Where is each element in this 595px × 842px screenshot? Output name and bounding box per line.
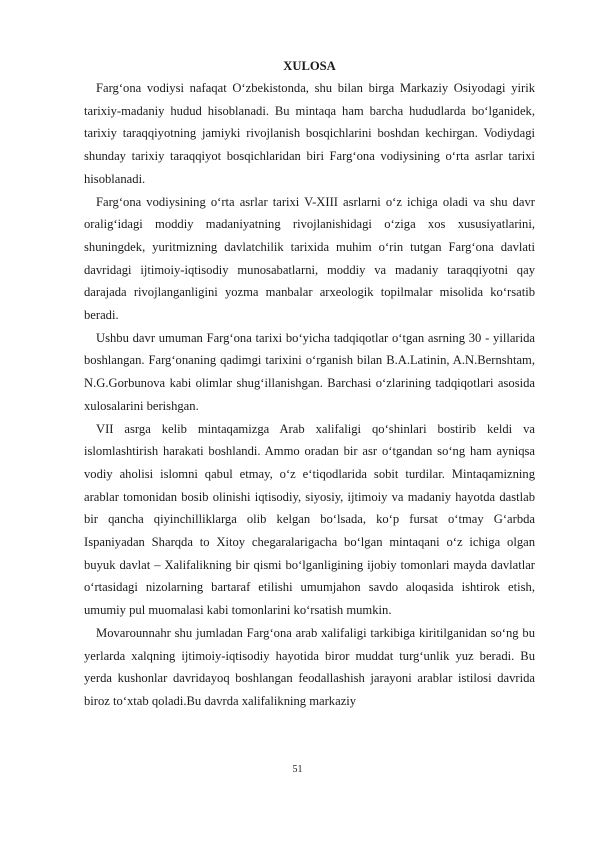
page-number: 51 <box>292 764 303 775</box>
page-content <box>84 55 535 713</box>
paragraph-5: Movarounnahr shu jumladan Farg‘ona arab xalifaligi tarkibiga kiritilganidan so‘ng bu yerlarda xalqning ijtimoiy-iqtisodiy hayotida biror muddat turg‘unlik yuz beradi. Bu yerda kushonlar davridayoq boshlangan feodallashish jarayoni arablar istilosi davrida biroz to‘xtab qoladi.Bu davrda xalifalikning markaziy <box>84 625 535 708</box>
page-title: XULOSA <box>283 59 336 73</box>
paragraph-2: Farg‘ona vodiysining o‘rta asrlar tarixi V-XIII asrlarni o‘z ichiga oladi va shu davr oralig‘idagi moddiy madaniyatning rivojlanishidagi o‘ziga xos xususiyatlarini, shuningdek, yuritmizning davlatchilik tarixida muhim o‘rin tutgan Farg‘ona davlati davridagi ijtimoiy-iqtisodiy munosabatlarni, moddiy va madaniy taraqqiyotni qay darajada rivojlanganligini yozma manbalar arxeologik topilmalar misolida ko‘rsatib beradi. <box>84 194 535 323</box>
paragraph-4: VII asrga kelib mintaqamizga Arab xalifaligi qo‘shinlari bostirib keldi va islomlashtirish harakati boshlandi. Ammo oradan bir asr o‘tgandan so‘ng ham ayniqsa vodiy aholisi islomni qabul etmay, o‘z e‘tiqodlarida sobit turdilar. Mintaqamizning arablar tomonidan bosib olinishi iqtisodiy, siyosiy, ijtimoiy va madaniy hayotda dastlab bir qancha qiyinchilliklarga olib kelgan bo‘lsada, ko‘p fursat o‘tmay G‘arbda Ispaniyadan Sharqda to Xitoy chegaralarigacha bo‘lgan mintaqani o‘z ichiga olgan buyuk davlat – Xalifalikning bir qismi bo‘lganligining ijobiy tomonlari mayda davlatlar o‘rtasidagi nizolarning bartaraf etilishi umumjahon savdo aloqasida ishtirok etish, umumiy pul muomalasi kabi tomonlarini ko‘rsatish mumkin. <box>84 421 535 618</box>
paragraph-3: Ushbu davr umuman Farg‘ona tarixi bo‘yicha tadqiqotlar o‘tgan asrning 30 - yillarida boshlangan. Farg‘onaning qadimgi tarixini o‘rganish bilan B.A.Latinin, A.N.Bernshtam, N.G.Gorbunova kabi olimlar shug‘illanishgan. Barchasi o‘zlarining tadqiqotlari asosida xulosalarini berishgan. <box>84 330 535 413</box>
paragraph-1: Farg‘ona vodiysi nafaqat O‘zbekistonda, shu bilan birga Markaziy Osiyodagi yirik tarixiy-madaniy hudud hisoblanadi. Bu mintaqa ham barcha hududlarda bo‘lganidek, tarixiy taraqqiyotning jamiyki rivojlanish bosqichlarini boshdan kechirgan. Vodiydagi shunday tarixiy taraqqiyot bosqichlaridan biri Farg‘ona vodiysining o‘rta asrlar tarixi hisoblanadi. <box>84 81 535 186</box>
